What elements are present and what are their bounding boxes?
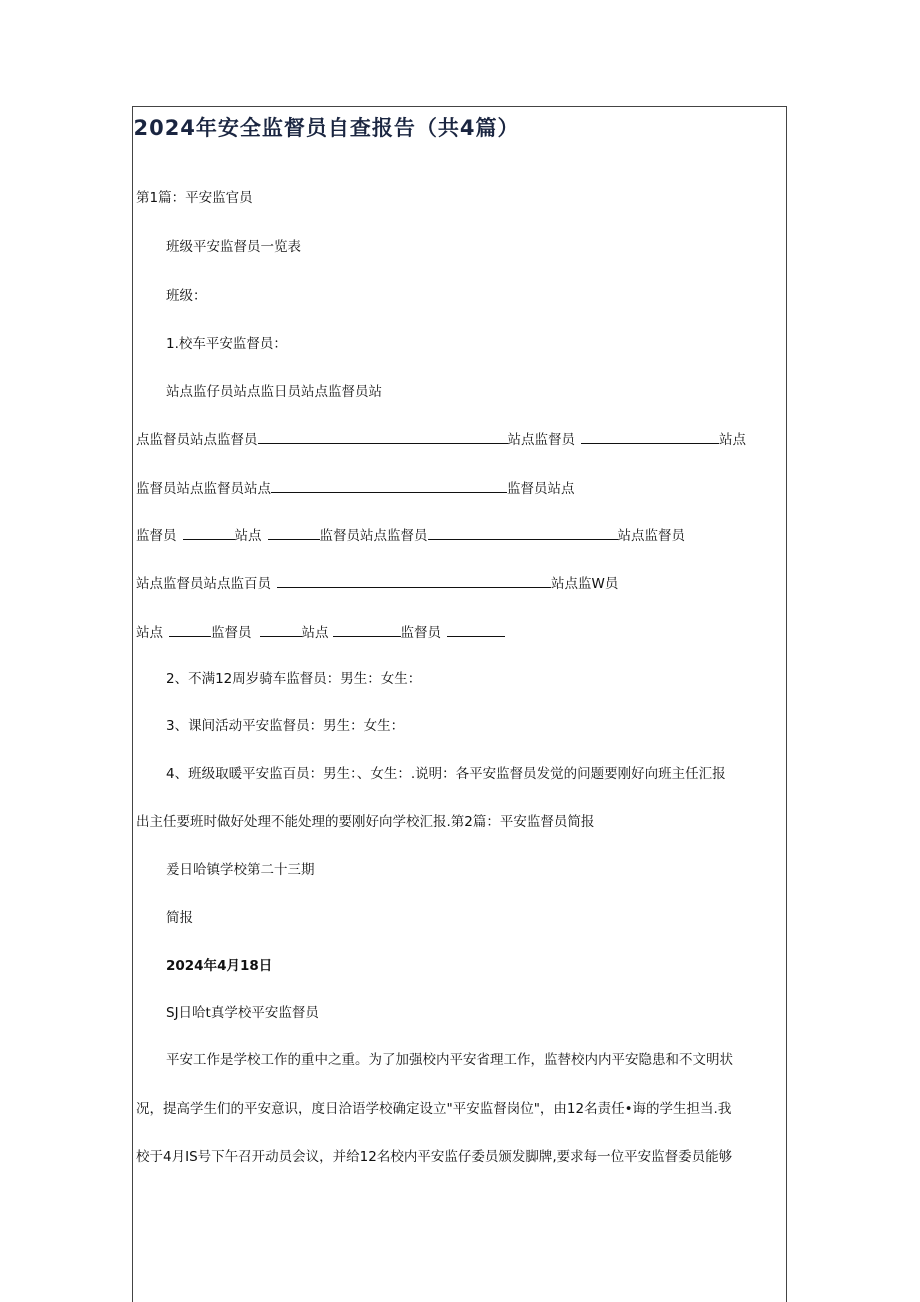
report-subtitle: SJ日哈t真学校平安监督员 bbox=[166, 1005, 319, 1021]
item-1: 1.校车平安监督员： bbox=[166, 336, 287, 352]
blank-line bbox=[447, 622, 505, 637]
brief-label: 简报 bbox=[166, 910, 193, 926]
class-label: 班级： bbox=[166, 288, 207, 304]
table-title: 班级平安监督员一览表 bbox=[166, 239, 301, 255]
row1-text-a: 点监督员站点监督员 bbox=[136, 432, 258, 448]
row2-text-b: 监督员站点 bbox=[507, 481, 575, 497]
blank-line bbox=[260, 622, 302, 637]
row3-text-d: 站点监督员 bbox=[617, 528, 685, 544]
row1-text-b: 站点监督员 bbox=[507, 432, 575, 448]
row4-text-b: 站点监W员 bbox=[551, 576, 619, 592]
report-date: 2024年4月18日 bbox=[166, 958, 273, 974]
row5-text-c: 站点 bbox=[301, 625, 329, 641]
row1-text-c: 站点 bbox=[719, 432, 746, 448]
blank-line bbox=[277, 573, 551, 588]
row3-text-a: 监督员 bbox=[136, 528, 177, 544]
paragraph-line-2: 况，提高学生们的平安意识，度日洽语学校确定设立"平安监督岗位"，由12名责任•诲的学生担当.我 bbox=[136, 1101, 732, 1117]
blank-line bbox=[271, 478, 507, 493]
stations-row-1 bbox=[136, 429, 746, 450]
blank-line bbox=[169, 622, 211, 637]
stations-row-0: 站点监仔员站点监日员站点监督员站 bbox=[166, 384, 382, 400]
document-page bbox=[132, 106, 787, 1302]
blank-line bbox=[428, 525, 618, 540]
stations-row-4 bbox=[136, 573, 618, 594]
item-4: 4、班级取暖平安监百员：男生：、女生：.说明：各平安监督员发觉的问题要刚好向班主任汇报 bbox=[166, 766, 726, 782]
blank-line bbox=[258, 429, 508, 444]
blank-line bbox=[183, 525, 235, 540]
row4-text-a: 站点监督员站点监百员 bbox=[136, 576, 271, 592]
paragraph-line-3: 校于4月IS号下午召开动员会议，并给12名校内平安监仔委员颁发脚牌,要求每一位平安监督委员能够 bbox=[136, 1149, 733, 1165]
row3-text-c: 监督员站点监督员 bbox=[319, 528, 428, 544]
stations-row-3 bbox=[136, 525, 685, 546]
paragraph-line-1: 平安工作是学校工作的重中之重。为了加强校内平安省理工作，监替校内内平安隐患和不文明状 bbox=[166, 1052, 733, 1068]
stations-row-2 bbox=[136, 478, 575, 499]
document-title: 2024年安全监督员自查报告（共4篇） bbox=[133, 116, 520, 140]
blank-line bbox=[333, 622, 401, 637]
row2-text-a: 监督员站点监督员站点 bbox=[136, 481, 271, 497]
row5-text-d: 监督员 bbox=[400, 625, 441, 641]
part1-heading: 第1篇：平安监官员 bbox=[136, 190, 253, 206]
blank-line bbox=[581, 429, 719, 444]
blank-line bbox=[268, 525, 320, 540]
item-2: 2、不满12周岁骑车监督员：男生：女生： bbox=[166, 671, 422, 687]
item-3: 3、课间活动平安监督员：男生：女生： bbox=[166, 718, 405, 734]
row3-text-b: 站点 bbox=[234, 528, 262, 544]
row5-text-a: 站点 bbox=[136, 625, 163, 641]
school-issue: 爰日哈镇学校第二十三期 bbox=[166, 862, 315, 878]
stations-row-5 bbox=[136, 622, 505, 643]
row5-text-b: 监督员 bbox=[211, 625, 252, 641]
item-4-continuation: 出主任要班时做好处理不能处理的要刚好向学校汇报.第2篇：平安监督员简报 bbox=[136, 814, 595, 830]
